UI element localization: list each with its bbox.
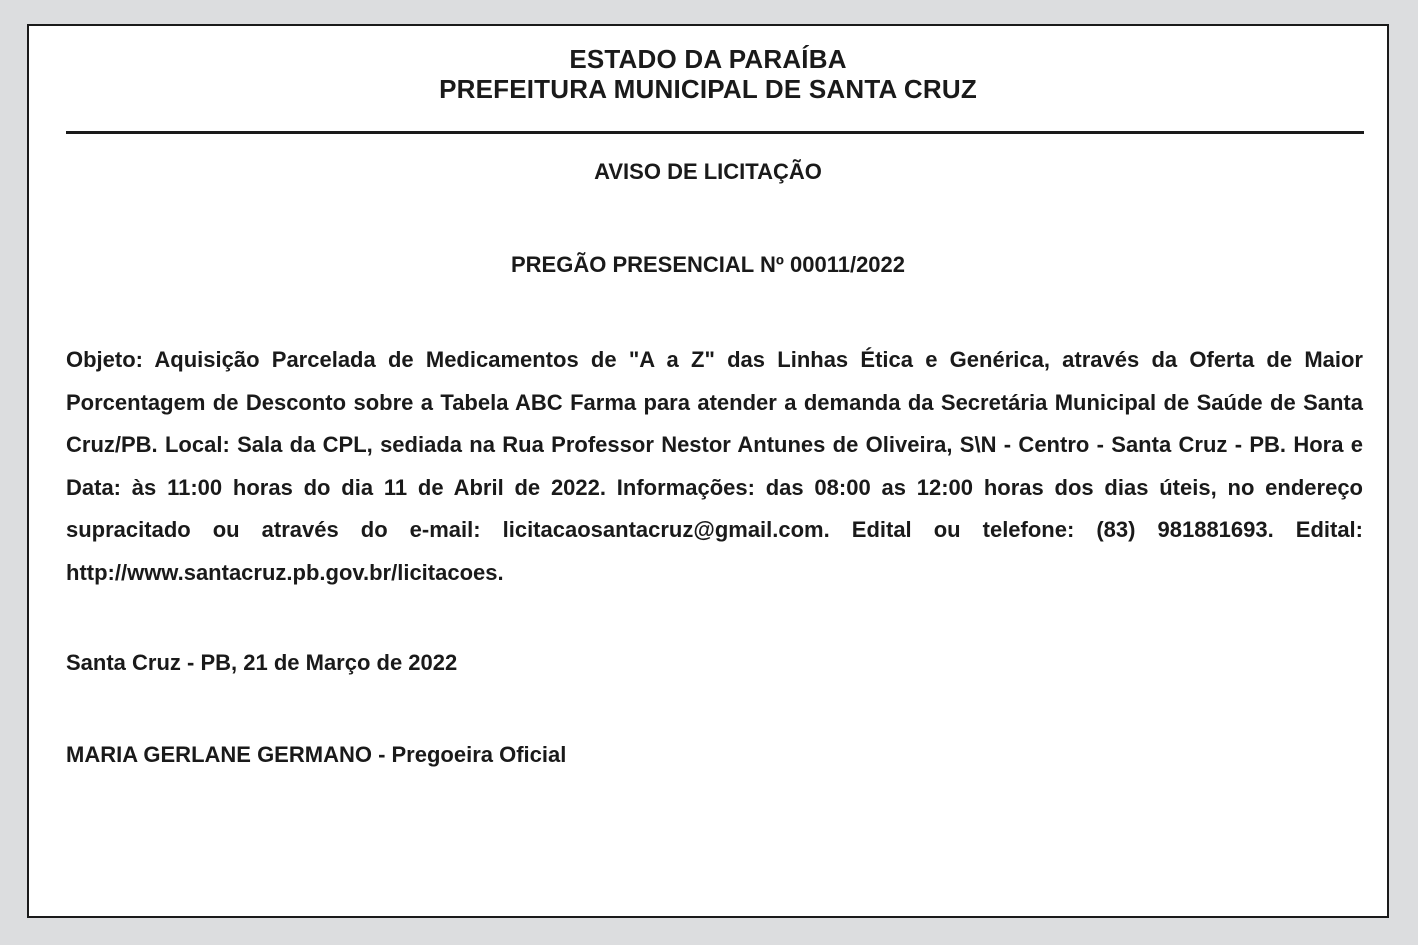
state-name: ESTADO DA PARAÍBA [569, 44, 847, 74]
pregao-number: PREGÃO PRESENCIAL Nº 00011/2022 [510, 252, 906, 277]
notice-frame [27, 24, 1389, 918]
municipality-name: PREFEITURA MUNICIPAL DE SANTA CRUZ [439, 74, 977, 104]
notice-title: AVISO DE LICITAÇÃO [594, 159, 822, 184]
header-divider [66, 131, 1364, 134]
header [29, 44, 1387, 104]
place-date: Santa Cruz - PB, 21 de Março de 2022 [66, 650, 458, 675]
signature: MARIA GERLANE GERMANO - Pregoeira Oficial [66, 742, 567, 767]
notice-body: Objeto: Aquisição Parcelada de Medicamentos de "A a Z" das Linhas Ética e Genérica, através da Oferta de Maior Porcentagem de Desconto sobre a Tabela ABC Farma para atender a demanda da Secretária Municipal de Saúde de Santa Cruz/PB. Local: Sala da CPL, sediada na Rua Professor Nestor Antunes de Oliveira, S\N - Centro - Santa Cruz - PB. Hora e Data: às 11:00 horas do dia 11 de Abril de 2022. Informações: das 08:00 as 12:00 horas dos dias úteis, no endereço supracitado ou através do e-mail: licitacaosantacruz@gmail.com. Edital ou telefone: (83) 981881693. Edital: http://www.santacruz.pb.gov.br/licitacoes. [66, 347, 1363, 585]
